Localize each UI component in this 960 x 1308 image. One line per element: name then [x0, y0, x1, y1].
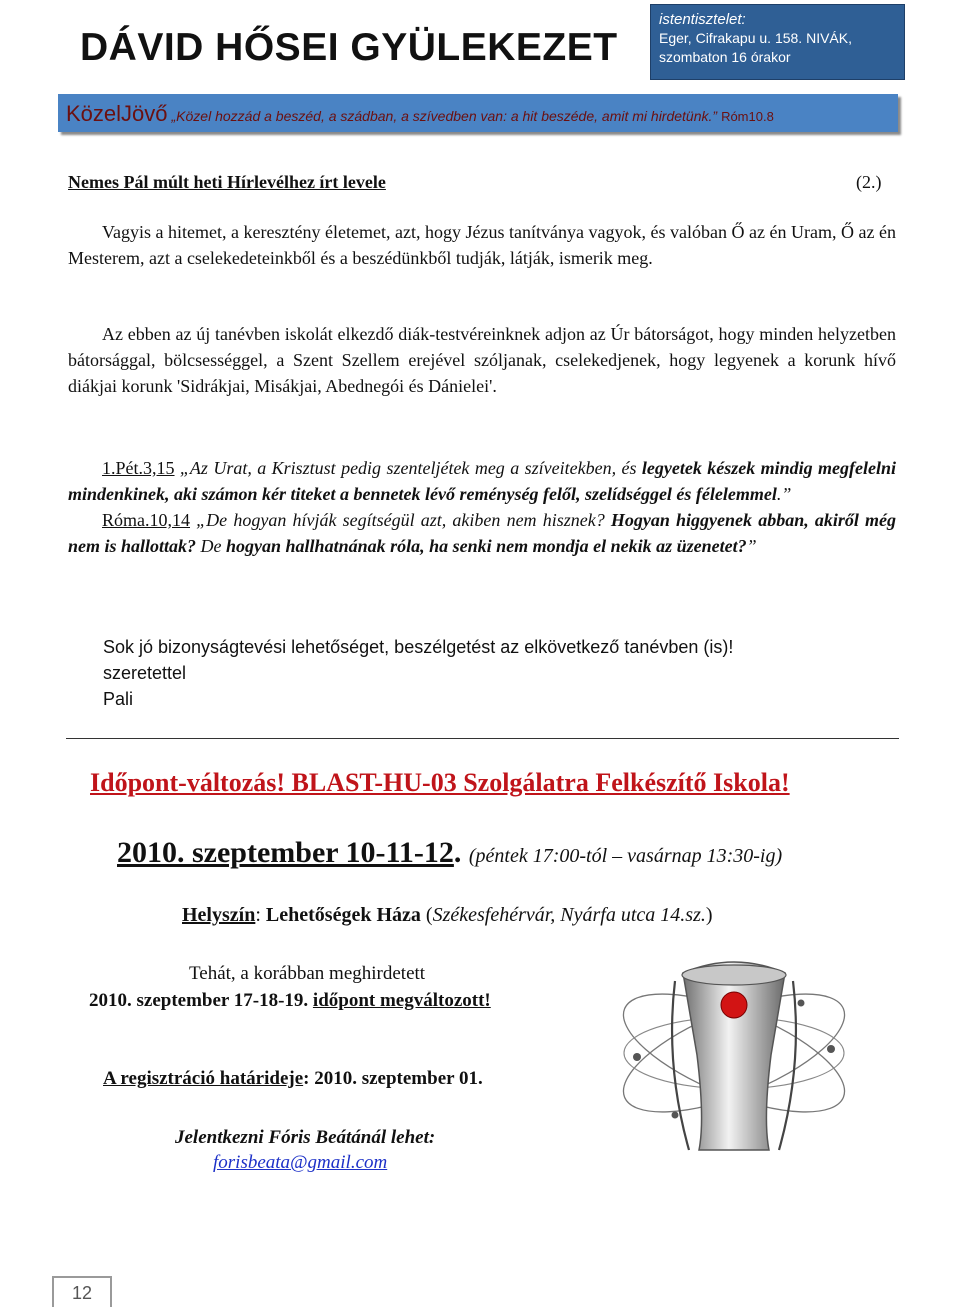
page-number: 12: [52, 1276, 112, 1307]
motto-banner: [58, 94, 898, 132]
blast-school-logo: [605, 945, 863, 1160]
date-changed-text: időpont megváltozott!: [312, 990, 491, 1011]
quote-2-emphasis-1: Hogyan higgyenek abban, akiről még nem is hallottak?: [68, 510, 897, 556]
event-time-range: (péntek 17:00-tól – vasárnap 13:30-ig): [468, 845, 783, 867]
service-label: istentisztelet:: [659, 11, 746, 28]
registration-label: A regisztráció határideje: [103, 1068, 304, 1089]
letter-paragraph-2: Az ebben az új tanévben iskolát elkezdő diák-testvéreinknek adjon az Úr bátorságot, hogy minden helyzetben bátorsággal, bölcsességgel, a Szent Szellem erejével szóljanak, cselekedjenek, hogy legyenek a korunk hívő diákjai korunk 'Sidrákjai, Misákjai, Abednegói és Dánielei'.: [68, 324, 896, 396]
quote-2-emphasis-2: hogyan hallhatnának róla, ha senki nem mondja el nekik az üzenetet?: [226, 536, 747, 556]
section-divider: [66, 738, 899, 739]
closing-regards: szeretettel: [103, 663, 187, 683]
quote-2-text: „De hogyan hívják segítségül azt, akiben nem hisznek?: [196, 510, 605, 530]
schedule-change-notice: Időpont-változás! BLAST-HU-03 Szolgálatra Felkészítő Iskola!: [90, 768, 790, 797]
church-name: DÁVID HŐSEI GYÜLEKEZET: [80, 26, 618, 69]
contact-email-link[interactable]: forisbeata@gmail.com: [213, 1152, 388, 1173]
signature: Pali: [103, 689, 134, 709]
location-address: Székesfehérvár, Nyárfa utca 14.sz.: [432, 904, 706, 926]
motto-quote: „Közel hozzád a beszéd, a szádban, a szívedben van: a hit beszéde, amit mi hirdetünk.”: [171, 108, 718, 124]
scripture-quote-1: 1.Pét.3,15 „Az Urat, a Krisztust pedig szenteljétek meg a szíveitekben, és legyetek készek mindig megfelelni mindenkinek, aki számon kér titeket a bennetek lévő reménység felől, szelídséggel és félelemmel.”: [68, 458, 897, 504]
motto-reference: Róm10.8: [721, 109, 774, 124]
part-number: (2.): [856, 172, 882, 192]
previous-date: 2010. szeptember 17-18-19.: [89, 990, 309, 1011]
letter-paragraph-1: Vagyis a hitemet, a keresztény életemet, azt, hogy Jézus tanítványa vagyok, és valóban Ő az én Uram, Ő az én Mesterem, azt a cselekedeteinkből és a beszédünkből tudják, látják, ismerik meg.: [68, 222, 896, 268]
contact-line: Jelentkezni Fóris Beátánál lehet:: [175, 1127, 436, 1148]
event-date-value: 2010. szeptember 10-11-12: [117, 836, 454, 869]
registration-date: : 2010. szeptember 01.: [303, 1068, 483, 1089]
event-location: Helyszín: Lehetőségek Háza (Székesfehérvár, Nyárfa utca 14.sz.): [182, 904, 713, 926]
quote-1-emphasis: legyetek készek mindig megfelelni mindenkinek, aki számon kér titeket a bennetek lévő reménység felől, szelídséggel és félelemmel: [68, 458, 897, 504]
quote-2-reference: Róma.10,14: [102, 510, 190, 530]
letter-closing: [103, 634, 733, 712]
previous-date-intro: Tehát, a korábban meghirdetett: [189, 963, 426, 984]
quote-1-text: „Az Urat, a Krisztust pedig szenteljétek meg a szíveitekben, és: [179, 458, 637, 478]
service-location: Eger, Cifrakapu u. 158. NIVÁK,: [659, 30, 852, 46]
closing-wish: Sok jó bizonyságtevési lehetőséget, beszélgetést az elkövetkező tanévben (is)!: [103, 637, 734, 657]
event-date: 2010. szeptember 10-11-12. (péntek 17:00-tól – vasárnap 13:30-ig): [117, 836, 783, 869]
registration-deadline: [103, 1068, 483, 1090]
service-info-box: [650, 4, 905, 80]
location-label: Helyszín: [182, 904, 256, 926]
letter-heading: Nemes Pál múlt heti Hírlevélhez írt levele: [68, 172, 386, 192]
service-time: szombaton 16 órakor: [659, 49, 791, 65]
location-name: Lehetőségek Háza: [265, 904, 421, 926]
scripture-quotes: [68, 455, 896, 559]
previous-date-notice: [89, 990, 491, 1012]
brand-name: KözelJövő: [66, 101, 168, 126]
quote-1-reference: 1.Pét.3,15: [102, 458, 175, 478]
scripture-quote-2: Róma.10,14 „De hogyan hívják segítségül azt, akiben nem hisznek? Hogyan higgyenek abban, akiről még nem is hallottak? De hogyan hallhatnának róla, ha senki nem mondja el nekik az üzenetet?”: [68, 510, 897, 556]
